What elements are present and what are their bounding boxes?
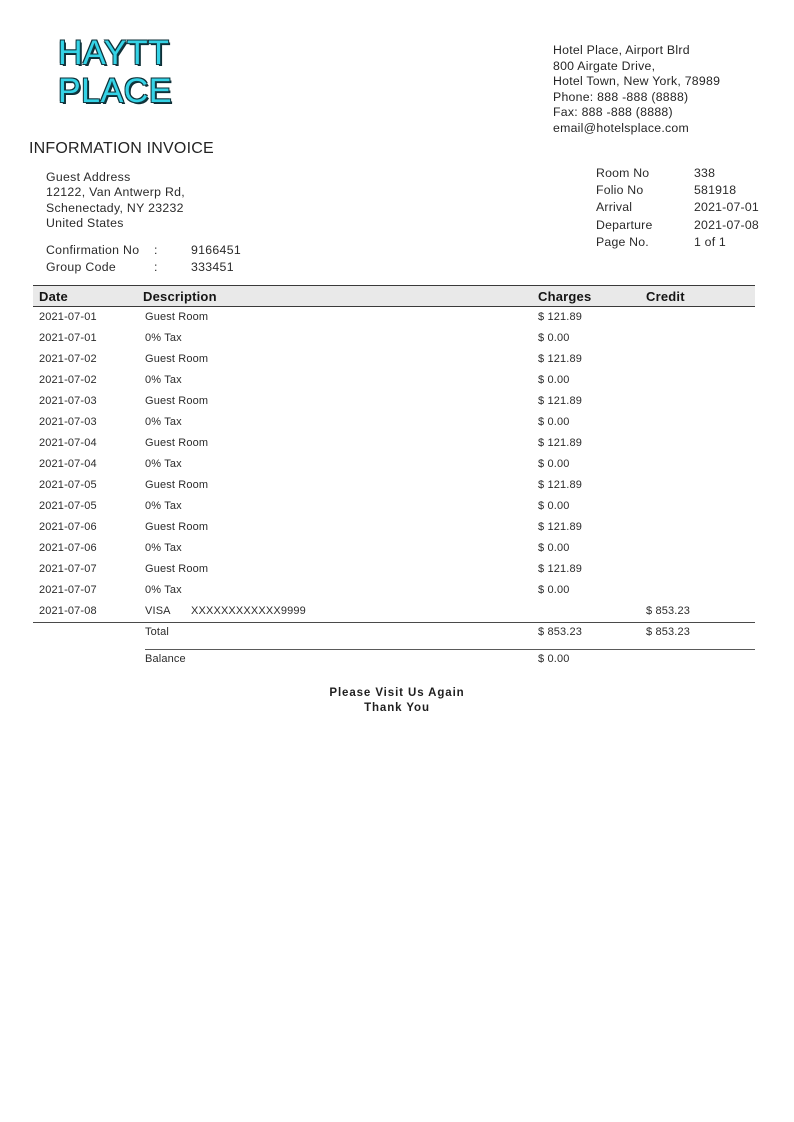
cell-charges: $ 0.00 (538, 332, 570, 344)
cell-description: 0% Tax (145, 584, 182, 596)
cell-date: 2021-07-01 (39, 311, 97, 323)
arrival-value: 2021-07-01 (694, 200, 759, 215)
column-header-date: Date (39, 289, 68, 304)
cell-charges: $ 121.89 (538, 437, 583, 449)
cell-description: 0% Tax (145, 542, 182, 554)
hotel-email: email@hotelsplace.com (553, 120, 689, 135)
card-type: VISA (145, 605, 171, 617)
invoice-footer (0, 686, 794, 715)
cell-description: 0% Tax (145, 500, 182, 512)
column-header-credit: Credit (646, 289, 685, 304)
cell-date: 2021-07-04 (39, 437, 97, 449)
room-no-value: 338 (694, 166, 716, 180)
card-number: XXXXXXXXXXXX9999 (191, 605, 306, 617)
cell-description: Balance (145, 653, 186, 665)
footer-line-thank-you: Thank You (364, 701, 430, 714)
cell-charges: $ 0.00 (538, 374, 570, 386)
cell-date: 2021-07-06 (39, 521, 97, 533)
cell-description: Total (145, 626, 169, 638)
cell-date: 2021-07-06 (39, 542, 97, 554)
table-row (33, 328, 755, 349)
cell-charges: $ 121.89 (538, 479, 583, 491)
cell-charges: $ 0.00 (538, 458, 570, 470)
hotel-phone: Phone: 888 -888 (8888) (553, 89, 689, 104)
group-code-label: Group Code (46, 260, 116, 274)
invoice-header (0, 34, 794, 144)
cell-charges: $ 0.00 (538, 416, 570, 428)
cell-credit: $ 853.23 (646, 626, 691, 638)
page-no-label: Page No. (596, 234, 649, 249)
guest-address-block (46, 170, 185, 232)
departure-value: 2021-07-08 (694, 217, 759, 232)
table-row (33, 370, 755, 391)
table-row (33, 580, 755, 601)
guest-address-line: Schenectady, NY 23232 (46, 200, 184, 215)
cell-date: 2021-07-05 (39, 500, 97, 512)
hotel-address-line: Hotel Town, New York, 78989 (553, 74, 721, 89)
cell-charges: $ 0.00 (538, 653, 570, 665)
logo-line-2: PLACE (58, 72, 172, 110)
table-row (33, 433, 755, 454)
cell-charges: $ 121.89 (538, 395, 583, 407)
cell-charges: $ 0.00 (538, 542, 570, 554)
table-row (33, 538, 755, 559)
cell-description (145, 605, 306, 617)
cell-charges: $ 0.00 (538, 584, 570, 596)
folio-no-row (596, 182, 759, 199)
table-row (33, 517, 755, 538)
column-header-description: Description (143, 289, 217, 304)
cell-date: 2021-07-07 (39, 584, 97, 596)
confirmation-no-value: 9166451 (191, 243, 241, 257)
table-row (33, 349, 755, 370)
cell-date: 2021-07-02 (39, 374, 97, 386)
cell-description: 0% Tax (145, 416, 182, 428)
table-row-payment (33, 601, 755, 622)
hotel-address-block (553, 43, 720, 137)
table-row (33, 307, 755, 328)
table-row (33, 559, 755, 580)
cell-description: Guest Room (145, 479, 209, 491)
cell-charges: $ 121.89 (538, 353, 583, 365)
arrival-label: Arrival (596, 200, 633, 215)
cell-date: 2021-07-08 (39, 605, 97, 617)
cell-charges: $ 121.89 (538, 521, 583, 533)
column-header-charges: Charges (538, 289, 592, 304)
page-no-value: 1 of 1 (694, 234, 726, 249)
cell-date: 2021-07-01 (39, 332, 97, 344)
departure-row (596, 217, 759, 234)
confirmation-no-label: Confirmation No (46, 243, 140, 257)
table-header-row (33, 285, 755, 307)
confirmation-no-row (46, 242, 241, 259)
cell-description: Guest Room (145, 521, 209, 533)
cell-description: 0% Tax (145, 374, 182, 386)
folio-no-label: Folio No (596, 183, 644, 198)
page-title: INFORMATION INVOICE (29, 140, 214, 157)
cell-description: Guest Room (145, 353, 209, 365)
cell-date: 2021-07-07 (39, 563, 97, 575)
cell-credit: $ 853.23 (646, 605, 691, 617)
hotel-address-line: 800 Airgate Drive, (553, 58, 656, 73)
guest-address-line: United States (46, 216, 124, 231)
group-code-value: 333451 (191, 260, 234, 274)
cell-date: 2021-07-02 (39, 353, 97, 365)
hotel-fax: Fax: 888 -888 (8888) (553, 105, 673, 120)
departure-label: Departure (596, 217, 653, 232)
cell-date: 2021-07-03 (39, 416, 97, 428)
cell-description: 0% Tax (145, 458, 182, 470)
table-row (33, 496, 755, 517)
reference-block (46, 242, 241, 276)
hotel-address-line: Hotel Place, Airport Blrd (553, 43, 690, 57)
guest-address-line: 12122, Van Antwerp Rd, (46, 185, 185, 200)
cell-charges: $ 0.00 (538, 500, 570, 512)
group-code-row (46, 259, 241, 276)
table-row (33, 412, 755, 433)
table-row-total (33, 622, 755, 649)
cell-description: Guest Room (145, 563, 209, 575)
confirmation-no-separator: : (154, 243, 158, 257)
folio-meta-block (596, 165, 759, 251)
table-row-balance (33, 649, 755, 676)
logo-line-1: HAYTT (58, 34, 170, 72)
guest-address-heading: Guest Address (46, 170, 131, 184)
room-no-row (596, 165, 759, 182)
group-code-separator: : (154, 260, 158, 274)
table-row (33, 475, 755, 496)
cell-description: 0% Tax (145, 332, 182, 344)
table-body (33, 307, 755, 676)
footer-line-visit-again: Please Visit Us Again (329, 687, 465, 699)
charges-table (33, 285, 755, 676)
hotel-logo (58, 34, 172, 110)
cell-date: 2021-07-04 (39, 458, 97, 470)
table-row (33, 454, 755, 475)
cell-description: Guest Room (145, 395, 209, 407)
cell-charges: $ 121.89 (538, 563, 583, 575)
folio-no-value: 581918 (694, 183, 737, 198)
room-no-label: Room No (596, 166, 650, 180)
cell-description: Guest Room (145, 311, 209, 323)
cell-charges: $ 121.89 (538, 311, 583, 323)
table-row (33, 391, 755, 412)
cell-description: Guest Room (145, 437, 209, 449)
cell-date: 2021-07-05 (39, 479, 97, 491)
cell-date: 2021-07-03 (39, 395, 97, 407)
cell-charges: $ 853.23 (538, 626, 583, 638)
arrival-row (596, 199, 759, 216)
page-no-row (596, 234, 759, 251)
